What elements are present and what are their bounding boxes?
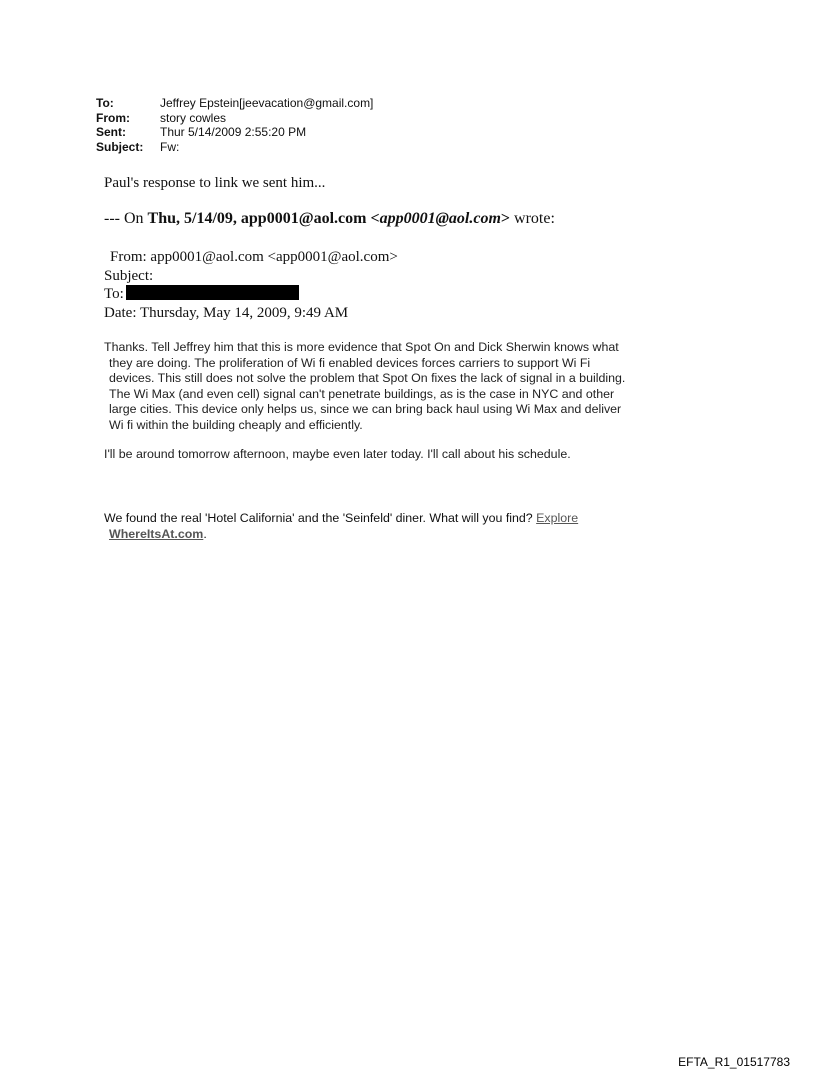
quote-date-sender: Thu, 5/14/09, app0001@aol.com <	[147, 210, 380, 227]
promo-end: .	[203, 526, 207, 541]
subject-value: Fw:	[160, 139, 180, 154]
email-header	[96, 96, 373, 154]
explore-link[interactable]: Explore	[536, 511, 579, 525]
promo-line-1	[104, 511, 578, 527]
whereitsat-link[interactable]: WhereItsAt.com	[109, 526, 204, 541]
body-line: Wi fi within the building cheaply and efficiently.	[109, 417, 363, 432]
forwarded-to-row	[104, 285, 398, 304]
forwarded-header	[104, 248, 398, 322]
sent-label: Sent:	[96, 125, 126, 139]
redaction-bar	[126, 285, 299, 300]
quote-email: app0001@aol.com	[379, 210, 501, 227]
header-sent-row	[96, 125, 373, 140]
promo-line-2	[104, 527, 578, 543]
from-label: From:	[96, 110, 130, 125]
to-value: Jeffrey Epstein[jeevacation@gmail.com]	[160, 96, 374, 110]
message-body	[104, 340, 625, 434]
document-id: EFTA_R1_01517783	[678, 1055, 790, 1069]
forwarded-from: From: app0001@aol.com <app0001@aol.com>	[110, 249, 398, 265]
forwarded-to-label: To:	[104, 286, 124, 302]
closing-line: I'll be around tomorrow afternoon, maybe even later today. I'll call about his schedule.	[104, 447, 571, 461]
intro-line: Paul's response to link we sent him...	[104, 175, 326, 191]
promo-footer	[104, 511, 578, 542]
forwarded-date: Date: Thursday, May 14, 2009, 9:49 AM	[104, 304, 349, 321]
header-subject-row	[96, 140, 373, 155]
quote-suffix: wrote:	[510, 210, 555, 227]
body-line: Thanks. Tell Jeffrey him that this is more evidence that Spot On and Dick Sherwin knows what	[104, 340, 619, 354]
header-from-row	[96, 111, 373, 126]
body-line: devices. This still does not solve the problem that Spot On fixes the lack of signal in a building.	[109, 371, 626, 386]
sent-value: Thur 5/14/2009 2:55:20 PM	[160, 125, 307, 139]
header-to-row	[96, 96, 373, 111]
body-line: The Wi Max (and even cell) signal can't penetrate buildings, as is the case in NYC and other	[109, 386, 615, 401]
forwarded-subject: Subject:	[104, 267, 154, 284]
quote-attribution	[104, 210, 555, 228]
promo-text: We found the real 'Hotel California' and the 'Seinfeld' diner. What will you find?	[104, 511, 537, 525]
body-line: they are doing. The proliferation of Wi fi enabled devices forces carriers to support Wi Fi	[109, 355, 591, 370]
quote-prefix: --- On	[104, 210, 148, 227]
to-label: To:	[96, 96, 114, 110]
from-value: story cowles	[160, 110, 227, 125]
subject-label: Subject:	[96, 139, 144, 154]
quote-close: >	[500, 210, 511, 227]
body-line: large cities. This device only helps us, since we can bring back haul using Wi Max and deliver	[109, 402, 622, 417]
